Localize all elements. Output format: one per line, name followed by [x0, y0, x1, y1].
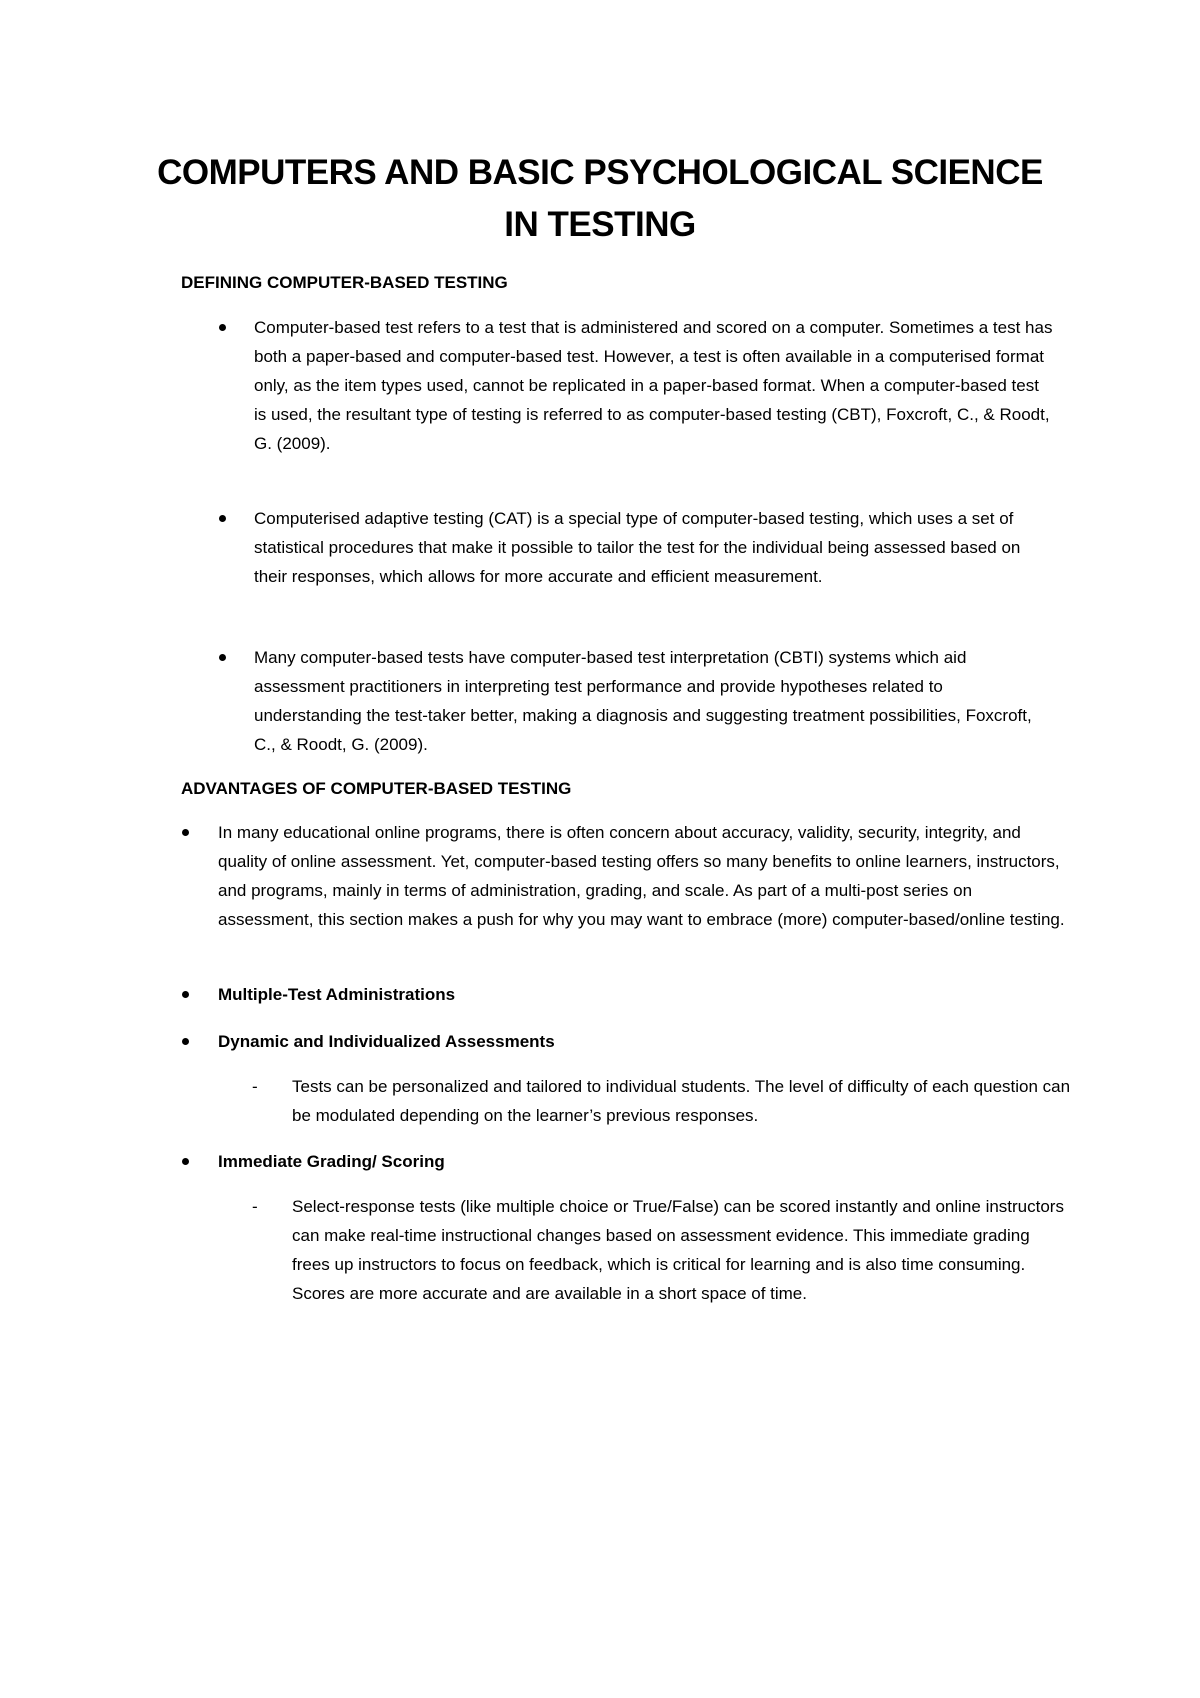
bullet-icon [219, 515, 226, 522]
list-item-label: Multiple-Test Administrations [218, 985, 456, 1004]
bullet-icon [182, 991, 189, 998]
sub-list-item [252, 1072, 1072, 1130]
dash-marker: - [252, 1077, 258, 1096]
list-item [218, 1147, 1068, 1176]
sub-list-item [252, 1192, 1072, 1308]
list-item [218, 818, 1068, 934]
list-item [254, 504, 1054, 591]
list-item-label: Dynamic and Individualized Assessments [218, 1032, 555, 1051]
section-heading-advantages-cbt: ADVANTAGES OF COMPUTER-BASED TESTING [181, 779, 572, 798]
list-item-label: Immediate Grading/ Scoring [218, 1152, 445, 1171]
document-title-line-1: COMPUTERS AND BASIC PSYCHOLOGICAL SCIENCE [157, 153, 1043, 192]
list-item-text: In many educational online programs, there is often concern about accuracy, validity, security, integrity, and quality of online assessment. Yet, computer-based testing offers so many benefits to online learners, instructors, and programs, mainly in terms of administration, grading, and scale. As part of a multi-post series on assessment, this section makes a push for why you may want to embrace (more) computer-based/online testing. [218, 823, 1065, 929]
bullet-icon [182, 1158, 189, 1165]
dash-marker: - [252, 1197, 258, 1216]
list-item [254, 313, 1054, 458]
list-item-text: Computer-based test refers to a test that is administered and scored on a computer. Sometimes a test has both a paper-based and computer-based test. However, a test is often available in a computerised format only, as the item types used, cannot be replicated in a paper-based format. When a computer-based test is used, the resultant type of testing is referred to as computer-based testing (CBT), Foxcroft, C., & Roodt, G. (2009). [254, 318, 1053, 453]
sub-list-item-text: Select-response tests (like multiple choice or True/False) can be scored instantly and online instructors can make real-time instructional changes based on assessment evidence. This immediate grading frees up instructors to focus on feedback, which is critical for learning and is also time consuming. Scores are more accurate and are available in a short space of time. [292, 1197, 1064, 1303]
sub-list-item-text: Tests can be personalized and tailored to individual students. The level of difficulty of each question can be modulated depending on the learner’s previous responses. [292, 1077, 1071, 1125]
list-item [218, 980, 1068, 1009]
bullet-icon [219, 654, 226, 661]
list-item-text: Many computer-based tests have computer-based test interpretation (CBTI) systems which aid assessment practitioners in interpreting test performance and provide hypotheses related to understanding the test-taker better, making a diagnosis and suggesting treatment possibilities, Foxcroft, C., & Roodt, G. (2009). [254, 648, 1032, 754]
list-item [254, 643, 1054, 759]
list-item [218, 1027, 1068, 1056]
section-heading-defining-cbt: DEFINING COMPUTER-BASED TESTING [181, 273, 508, 292]
bullet-icon [182, 829, 189, 836]
document-title-line-2: IN TESTING [504, 205, 696, 244]
list-item-text: Computerised adaptive testing (CAT) is a special type of computer-based testing, which uses a set of statistical procedures that make it possible to tailor the test for the individual being assessed based on their responses, which allows for more accurate and efficient measurement. [254, 509, 1021, 586]
bullet-icon [219, 324, 226, 331]
bullet-icon [182, 1038, 189, 1045]
